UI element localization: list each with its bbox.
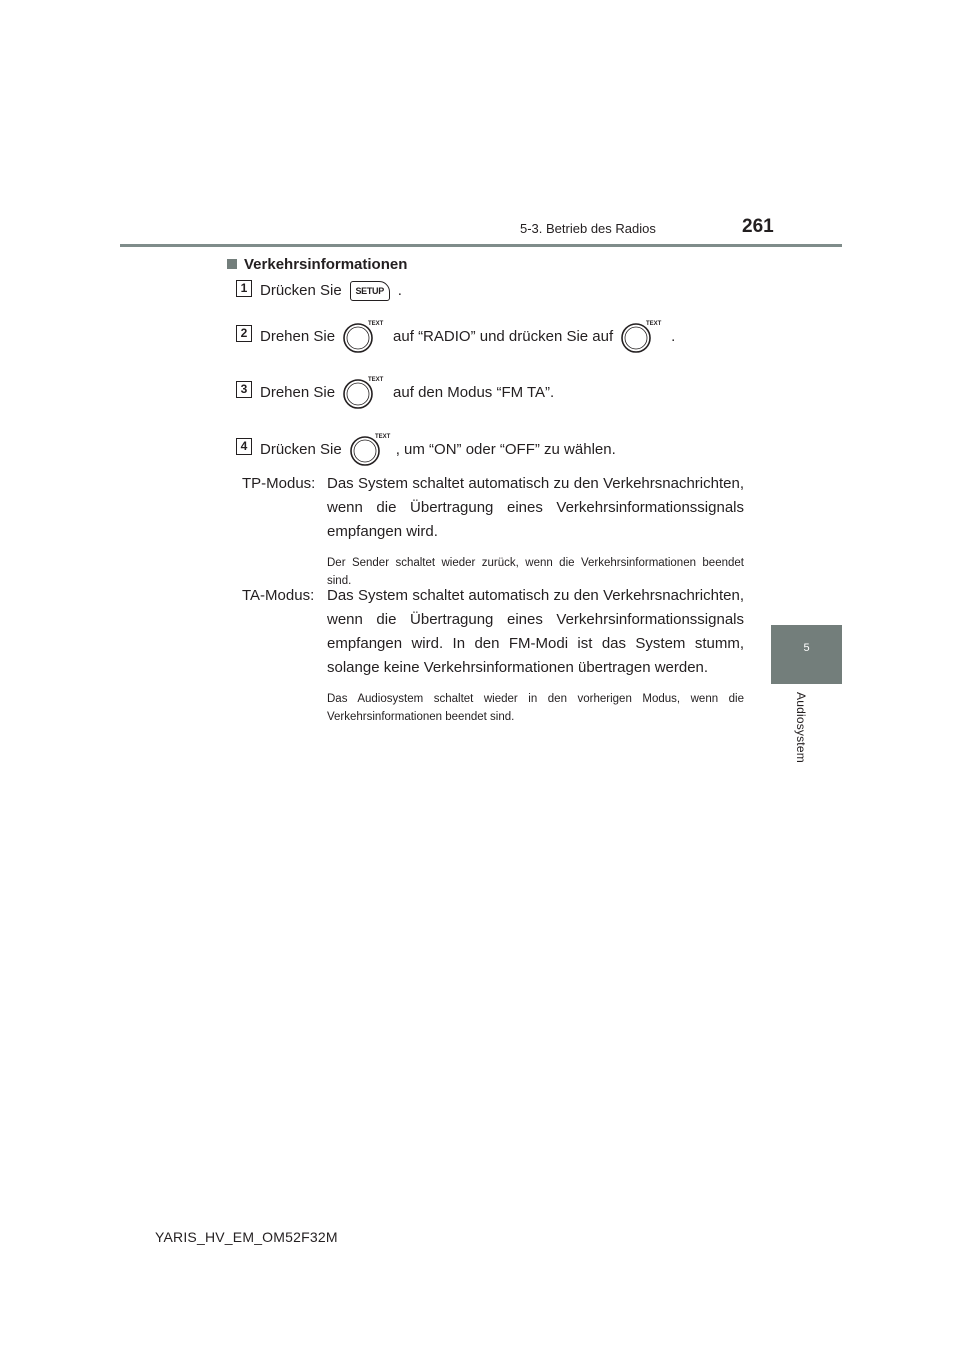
tp-mode-block [242,472,744,590]
running-header-section: 5-3. Betrieb des Radios [520,221,656,236]
page-number: 261 [742,216,774,237]
knob-label: TEXT [368,321,384,327]
document-code: YARIS_HV_EM_OM52F32M [155,1229,338,1245]
step-number: 2 [236,325,252,342]
setup-button-icon: SETUP [350,281,390,301]
step-instruction [260,318,675,354]
section-heading [227,256,407,273]
knob-label: TEXT [368,377,384,383]
step-instruction [260,280,402,300]
knob-label: TEXT [374,434,391,440]
step-text: Drehen Sie [260,327,336,345]
step-number: 3 [236,381,252,398]
step-text: . [397,281,402,299]
tune-knob-icon [343,318,387,354]
knob-label: TEXT [646,321,662,327]
mode-label: TA-Modus: [242,587,315,604]
mode-label: TP-Modus: [242,475,316,492]
step-instruction [260,374,554,410]
step-text: . [671,327,676,345]
tune-knob-icon [621,318,665,354]
mode-row [242,584,744,680]
step-text: Drehen Sie [260,383,336,401]
chapter-label: Audiosystem [794,692,808,763]
mode-note: Der Sender schaltet wieder zurück, wenn die Verkehrsinformationen beendet sind. [327,557,744,587]
step-text: Drücken Sie [260,440,342,458]
mode-description: Das System schaltet automatisch zu den Verkehrsnachrichten, wenn die Übertragung eines Verkehrsinformationssignals empfangen wird. In den FM-Modi ist das System stumm, solange keine Verkehrsinformationen übertragen werden. [327,587,744,676]
step-text: , um “ON” oder “OFF” zu wählen. [395,440,616,458]
step-number: 4 [236,438,252,455]
chapter-tab [771,625,842,684]
square-bullet-icon [227,259,237,269]
mode-description: Das System schaltet automatisch zu den Verkehrsnachrichten, wenn die Übertragung eines Verkehrsinformationssignals empfangen wird. [327,475,744,540]
step-number: 1 [236,280,252,297]
section-heading-text: Verkehrsinformationen [244,256,408,273]
step-text: auf den Modus “FM TA”. [393,383,555,401]
mode-note: Das Audiosystem schaltet wieder in den vorherigen Modus, wenn die Verkehrsinformationen beendet sind. [327,693,744,723]
chapter-number: 5 [803,642,810,654]
mode-row [242,472,744,544]
header-divider [120,244,842,247]
step-text: Drücken Sie [260,281,342,299]
step-text: auf “RADIO” und drücken Sie auf [393,327,614,345]
ta-mode-block [242,584,744,726]
step-instruction [260,431,616,467]
tune-knob-icon [343,374,387,410]
tune-knob-icon [350,431,394,467]
